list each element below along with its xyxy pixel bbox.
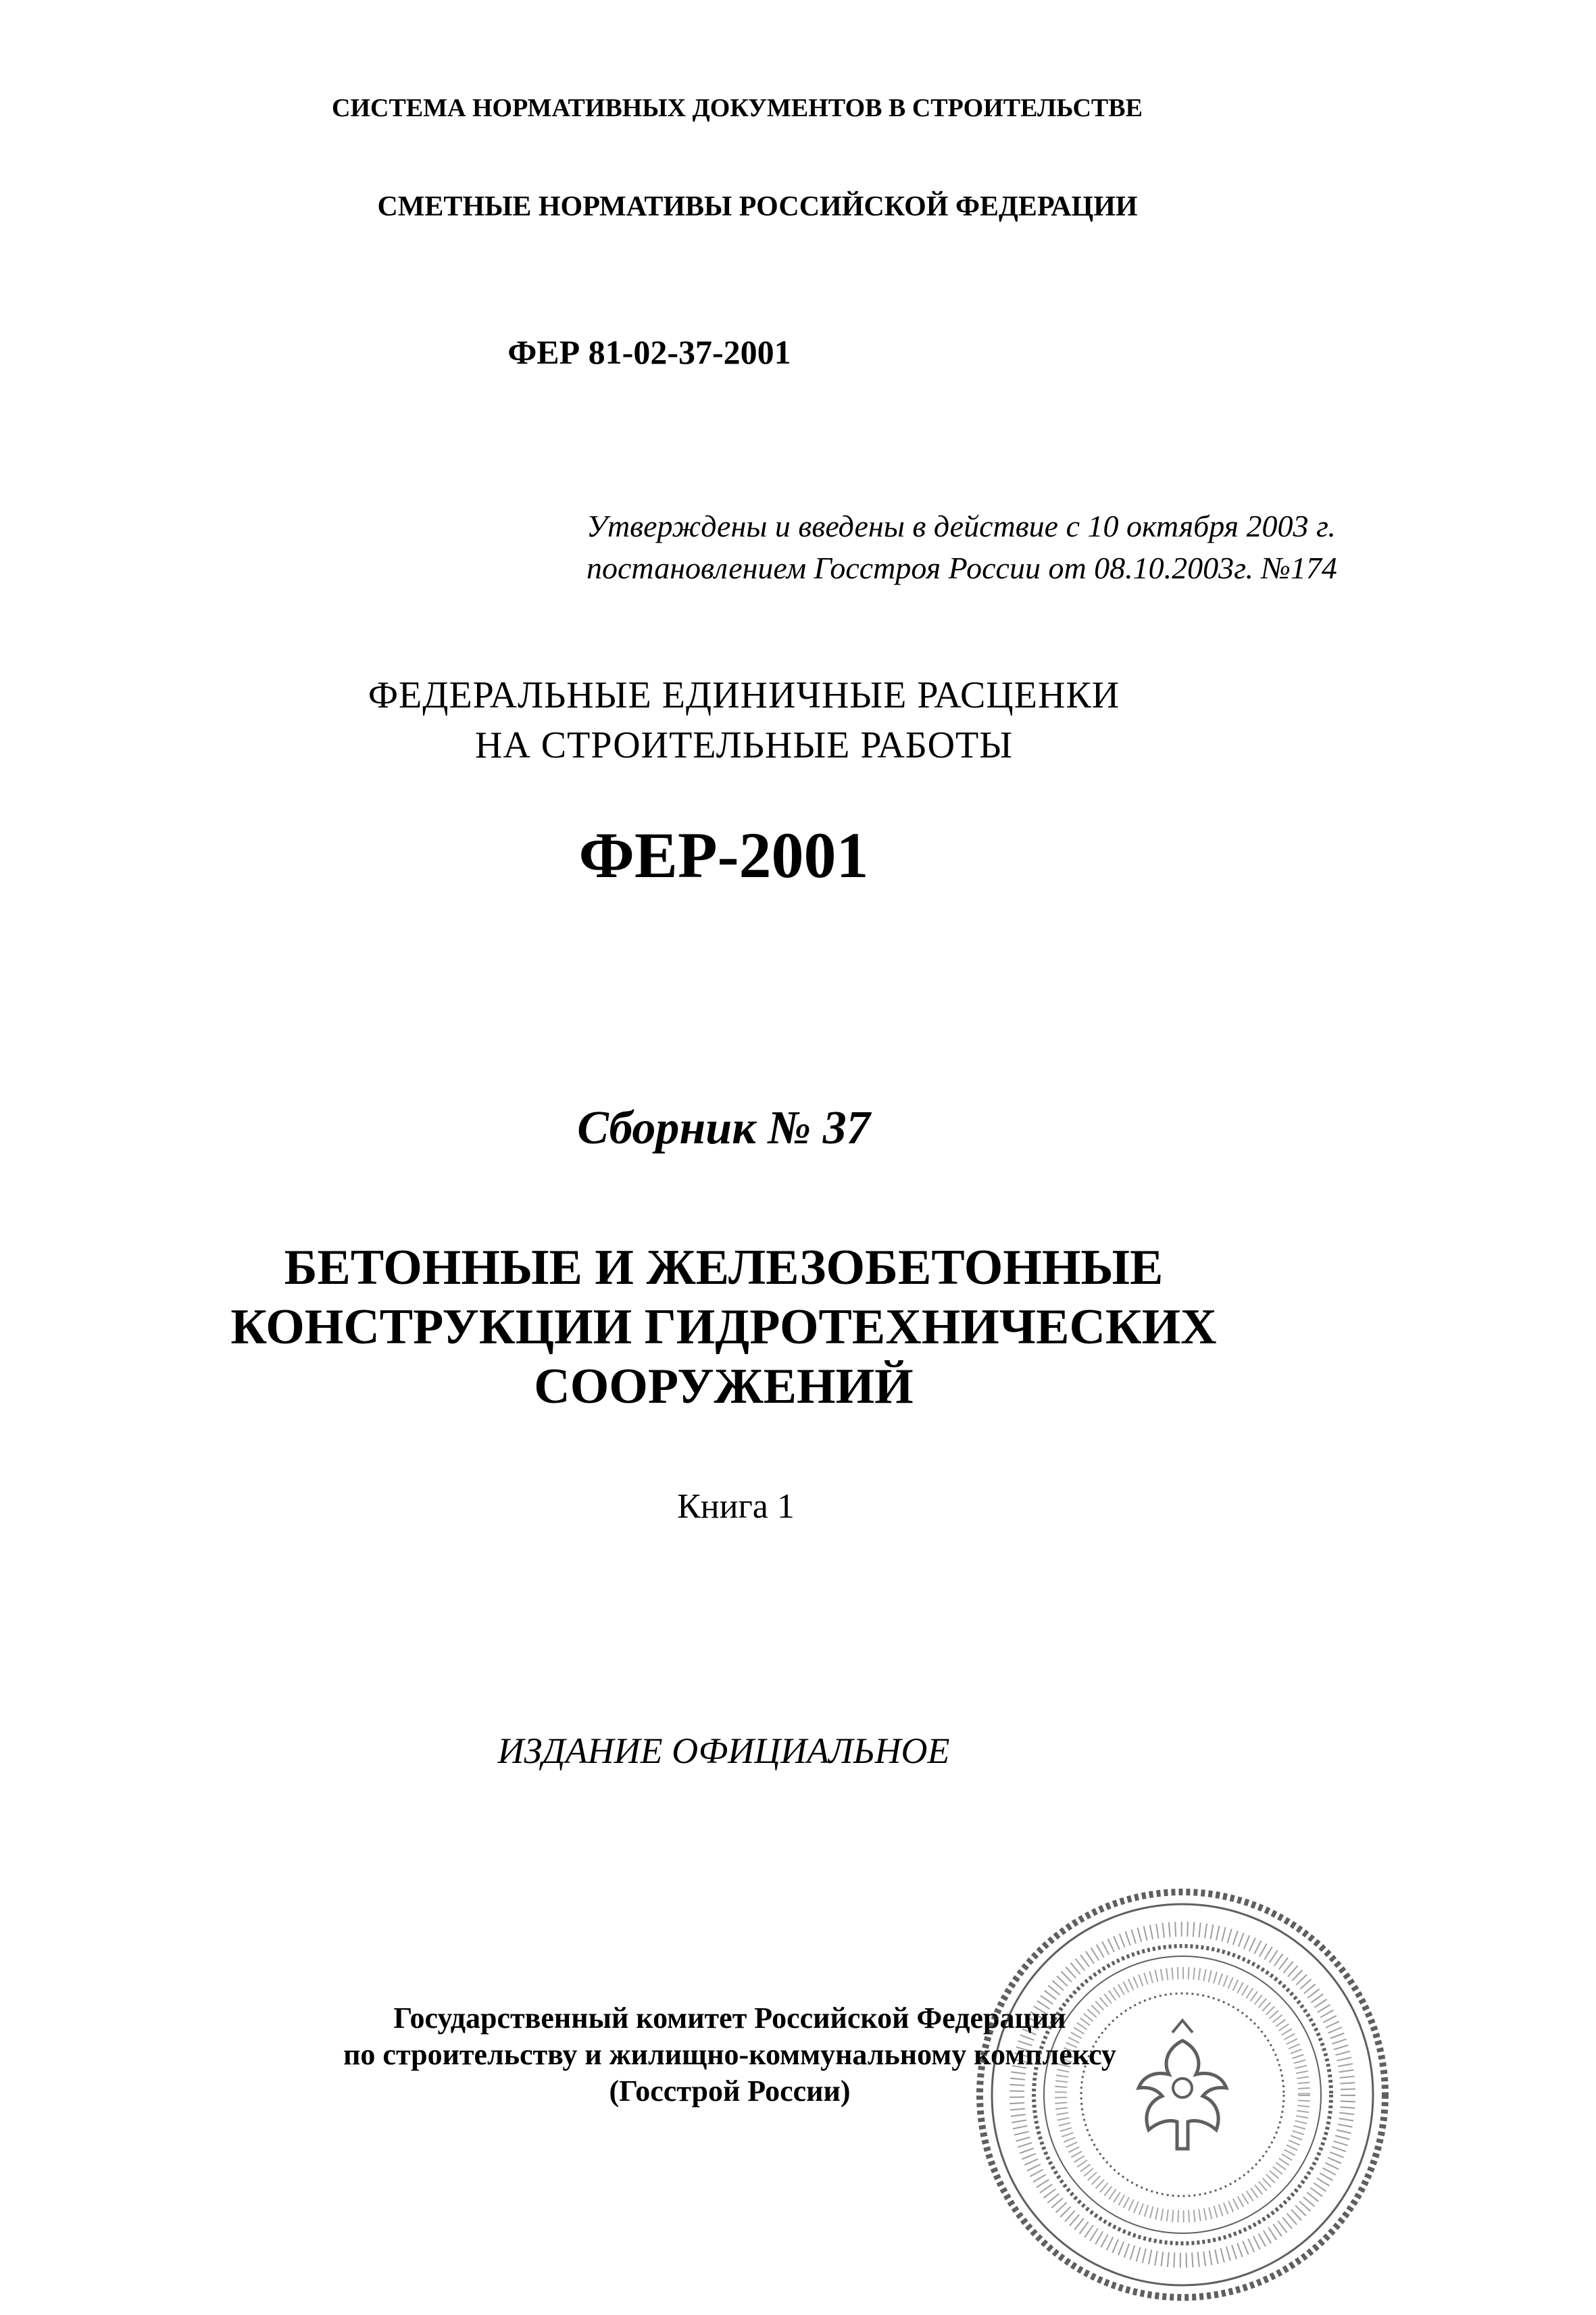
- collection-name-line-1: БЕТОННЫЕ И ЖЕЛЕЗОБЕТОННЫЕ: [284, 1240, 1164, 1295]
- publisher-line-3: (Госстрой России): [609, 2074, 851, 2108]
- edition-note: ИЗДАНИЕ ОФИЦИАЛЬНОЕ: [497, 1731, 950, 1771]
- approval-line-2: постановлением Госстроя России от 08.10.2003г. №174: [587, 551, 1337, 585]
- book-number: Книга 1: [677, 1487, 795, 1526]
- collection-name-line-2: КОНСТРУКЦИИ ГИДРОТЕХНИЧЕСКИХ: [230, 1299, 1217, 1355]
- official-seal-icon: [966, 1878, 1399, 2311]
- collection-name-line-3: СООРУЖЕНИЙ: [534, 1359, 914, 1414]
- publisher-line-2: по строительству и жилищно-коммунальному комплексу: [343, 2038, 1116, 2071]
- publisher-line-1: Государственный комитет Российской Федерации: [393, 2001, 1066, 2035]
- approval-line-1: Утверждены и введены в действие с 10 октября 2003 г.: [587, 509, 1336, 543]
- document-title-line-1: ФЕДЕРАЛЬНЫЕ ЕДИНИЧНЫЕ РАСЦЕНКИ: [368, 674, 1120, 716]
- document-title-line-2: НА СТРОИТЕЛЬНЫЕ РАБОТЫ: [474, 724, 1014, 766]
- collection-name: [0, 1238, 1522, 1416]
- subseries-title: СМЕТНЫЕ НОРМАТИВЫ РОССИЙСКОЙ ФЕДЕРАЦИИ: [377, 191, 1138, 222]
- document-short-title: ФЕР-2001: [578, 819, 869, 891]
- document-title: [0, 670, 1542, 770]
- series-title: СИСТЕМА НОРМАТИВНЫХ ДОКУМЕНТОВ В СТРОИТЕЛЬСТВЕ: [332, 94, 1143, 122]
- collection-label: Сборник № 37: [577, 1102, 870, 1154]
- document-code: ФЕР 81-02-37-2001: [507, 333, 791, 371]
- approval-note: [587, 505, 1337, 589]
